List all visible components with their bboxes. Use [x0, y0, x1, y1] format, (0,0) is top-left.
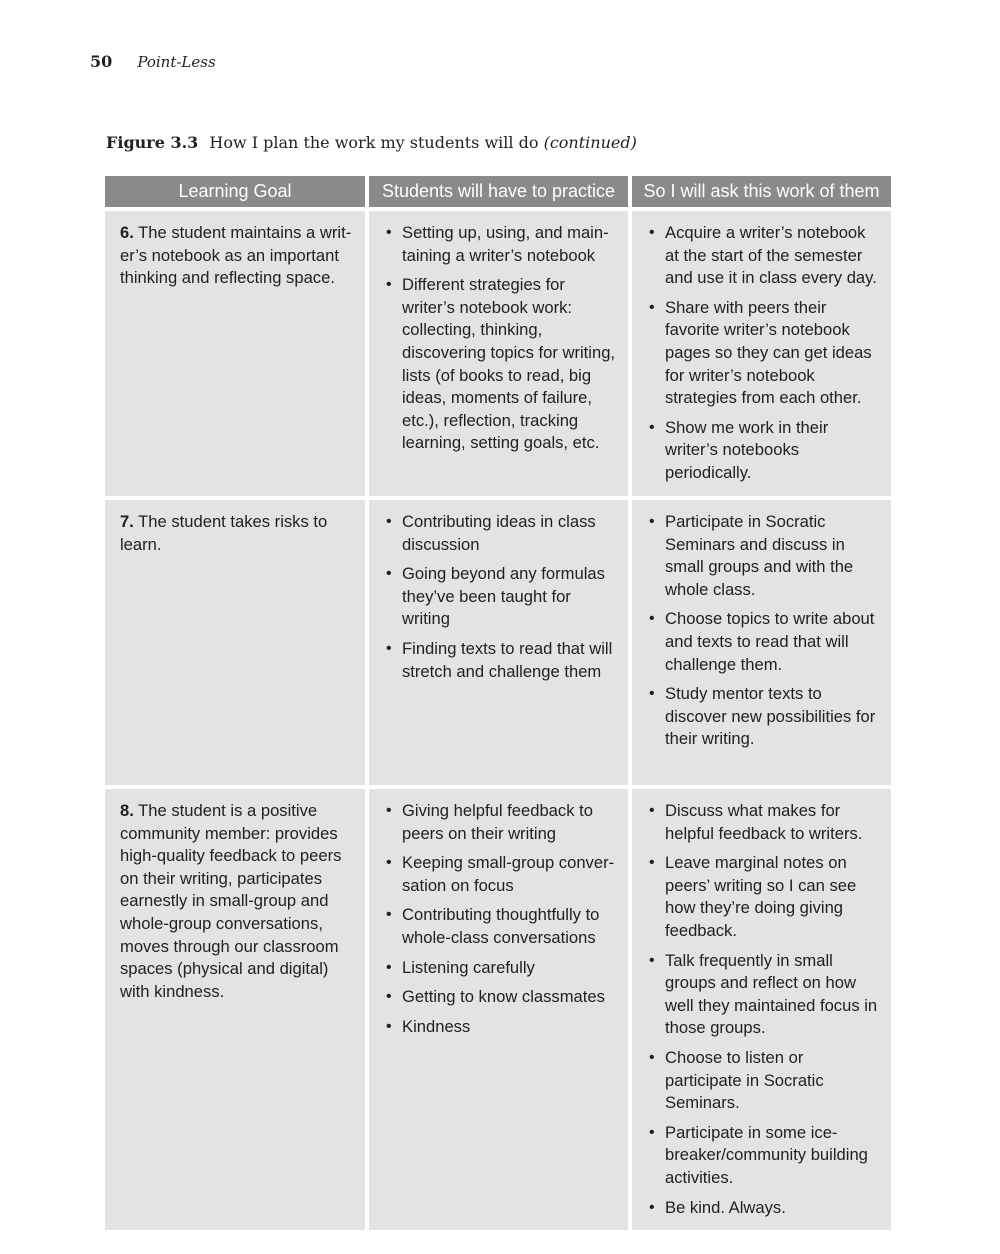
practice-item: • Finding texts to read that will stretch and challenge them: [384, 638, 616, 683]
header-students-practice: Students will have to practice: [369, 176, 628, 211]
practice-item: • Listening carefully: [384, 957, 616, 980]
work-item: • Talk frequently in small groups and reflect on how well they maintained focus in those groups.: [647, 950, 879, 1040]
practice-cell: [369, 789, 628, 1234]
practice-item: • Kindness: [384, 1016, 616, 1039]
table-row: [105, 211, 891, 500]
table-row: [105, 500, 891, 789]
goal-text: The student is a positive community member: provides high-quality feedback to peers on their writing, participates earnestly in small-group and whole-group conversations, moves through our classroom spaces (physical and digital) with kindness.: [120, 801, 342, 1001]
work-item: • Choose topics to write about and texts to read that will challenge them.: [647, 608, 879, 676]
figure-label: Figure 3.3: [106, 133, 199, 152]
work-cell: [632, 211, 891, 500]
learning-goal-cell: [105, 211, 365, 500]
header-learning-goal: Learning Goal: [105, 176, 365, 211]
practice-cell: [369, 211, 628, 500]
practice-list: [384, 511, 616, 683]
work-cell: [632, 789, 891, 1234]
work-list: [647, 222, 879, 485]
work-item: • Be kind. Always.: [647, 1197, 879, 1220]
work-cell: [632, 500, 891, 789]
goal-text: The student maintains a writer’s notebook as an important thinking and reflecting space.: [120, 223, 352, 288]
practice-item: • Setting up, using, and maintaining a writer’s notebook: [384, 222, 616, 267]
running-head: [90, 52, 216, 71]
table-row: [105, 789, 891, 1234]
practice-item: • Going beyond any formulas they’ve been taught for writing: [384, 563, 616, 631]
work-item: • Study mentor texts to discover new possibilities for their writing.: [647, 683, 879, 751]
work-item: • Acquire a writer’s notebook at the start of the semester and use it in class every day.: [647, 222, 879, 290]
work-item: • Leave marginal notes on peers’ writing so I can see how they’re doing giving feedback.: [647, 852, 879, 942]
practice-item: • Contributing ideas in class discussion: [384, 511, 616, 556]
practice-item: • Contributing thoughtfully to whole-class conversations: [384, 904, 616, 949]
work-item: • Show me work in their writer’s notebooks periodically.: [647, 417, 879, 485]
goal-number: 6.: [120, 223, 134, 242]
work-item: • Discuss what makes for helpful feedback to writers.: [647, 800, 879, 845]
practice-cell: [369, 500, 628, 789]
header-row: [105, 176, 891, 211]
practice-list: [384, 222, 616, 455]
practice-item: • Giving helpful feedback to peers on their writing: [384, 800, 616, 845]
practice-item: • Different strategies for writer’s notebook work: collecting, thinking, discovering topics for writing, lists (of books to read, big ideas, moments of failure, etc.), reflection, tracking learning, setting goals, etc.: [384, 274, 616, 455]
work-list: [647, 511, 879, 751]
figure-title: How I plan the work my students will do: [209, 133, 539, 152]
work-item: • Share with peers their favorite writer’s notebook pages so they can get ideas for writer’s notebook strategies from each other.: [647, 297, 879, 410]
goal-number: 7.: [120, 512, 134, 531]
goal-number: 8.: [120, 801, 134, 820]
book-title: Point-Less: [137, 53, 216, 71]
work-item: • Participate in some ice-breaker/community building activities.: [647, 1122, 879, 1190]
figure-continued: (continued): [543, 133, 637, 152]
learning-goal-cell: [105, 789, 365, 1234]
work-item: • Participate in Socratic Seminars and discuss in small groups and with the whole class.: [647, 511, 879, 601]
practice-item: • Getting to know classmates: [384, 986, 616, 1009]
work-list: [647, 800, 879, 1219]
figure-caption: [106, 133, 637, 152]
goal-text: The student takes risks to learn.: [120, 512, 328, 554]
work-item: • Choose to listen or participate in Socratic Seminars.: [647, 1047, 879, 1115]
planning-table: [101, 176, 895, 1234]
page-number: 50: [90, 52, 113, 71]
practice-list: [384, 800, 616, 1038]
learning-goal-cell: [105, 500, 365, 789]
practice-item: • Keeping small-group conversation on focus: [384, 852, 616, 897]
header-ask-work: So I will ask this work of them: [632, 176, 891, 211]
